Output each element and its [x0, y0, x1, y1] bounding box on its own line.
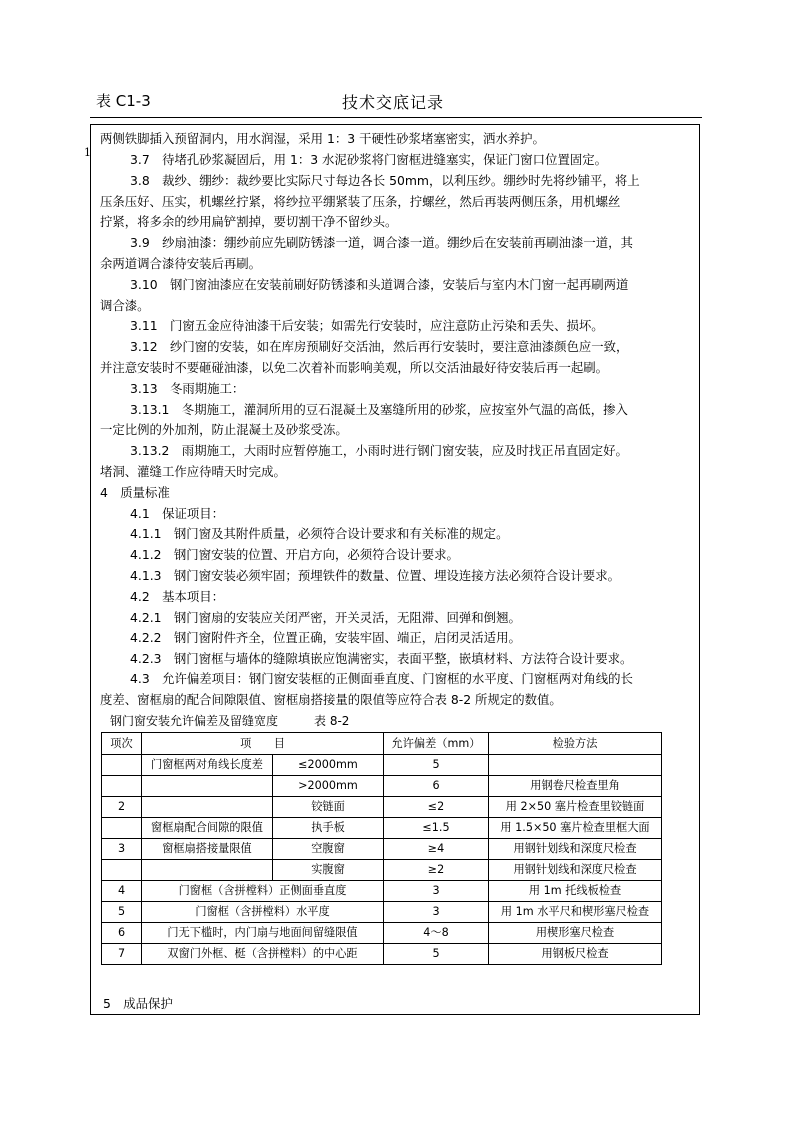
body-line: 压条压好、压实，机螺丝拧紧，将纱拉平绷紧装了压条，拧螺丝，然后再装两侧压条，用机螺丝 — [100, 194, 621, 209]
row-number: 4 — [102, 881, 142, 902]
body-line: 4.3 允许偏差项目：钢门窗安装框的正侧面垂直度、门窗框的水平度、门窗框两对角线的长 — [130, 671, 633, 686]
body-line: 4.2 基本项目： — [130, 589, 225, 604]
item-cell: 门窗框（含拼樘料）水平度 — [142, 902, 384, 923]
body-line: 4.1.1 钢门窗及其附件质量，必须符合设计要求和有关标准的规定。 — [130, 526, 509, 541]
table-row — [102, 902, 662, 923]
body-line: 3.12 纱门窗的安装，如在库房预刷好交活油，然后再行安装时，要注意油漆颜色应一致， — [130, 339, 629, 354]
row-number: 2 — [102, 797, 142, 818]
item-cell: 窗框扇配合间隙的限值 — [142, 818, 273, 839]
method-cell: 用楔形塞尺检查 — [489, 923, 662, 944]
body-line: 4.2.1 钢门窗扇的安装应关闭严密，开关灵活，无阻滞、回弹和倒翘。 — [130, 610, 521, 625]
side-mark: 1 — [84, 146, 91, 159]
header-cell: 项 目 — [142, 733, 384, 755]
item-cell — [142, 797, 273, 818]
row-number: 7 — [102, 944, 142, 965]
body-line: 4.1 保证项目： — [130, 506, 225, 521]
section-heading: 4 质量标准 — [100, 485, 170, 500]
item-cell: 门窗框（含拼樘料）正侧面垂直度 — [142, 881, 384, 902]
row-number — [102, 860, 142, 881]
table-row — [102, 797, 662, 818]
sub-item-cell: 空腹窗 — [273, 839, 384, 860]
tolerance-cell: ≤2 — [384, 797, 489, 818]
method-cell: 用 2×50 塞片检查里铰链面 — [489, 797, 662, 818]
table-row — [102, 776, 662, 797]
tolerance-cell: 5 — [384, 944, 489, 965]
row-number — [102, 776, 142, 797]
section-heading: 5 成品保护 — [103, 996, 173, 1011]
body-line: 余两道调合漆待安装后再刷。 — [100, 256, 262, 271]
sub-item-cell: ≤2000mm — [273, 755, 384, 776]
body-line: 3.10 钢门窗油漆应在安装前刷好防锈漆和头道调合漆，安装后与室内木门窗一起再刷两道 — [130, 277, 629, 292]
header-cell: 项次 — [102, 733, 142, 755]
tolerance-table — [101, 732, 662, 965]
body-line: 3.9 纱扇油漆：绷纱前应先刷防锈漆一道，调合漆一道。绷纱后在安装前再刷油漆一道，其 — [130, 235, 633, 250]
tolerance-cell: 6 — [384, 776, 489, 797]
body-line: 3.13 冬雨期施工： — [130, 381, 245, 396]
row-number — [102, 755, 142, 776]
item-cell — [142, 776, 273, 797]
body-line: 4.1.2 钢门窗安装的位置、开启方向，必须符合设计要求。 — [130, 547, 459, 562]
item-cell — [142, 860, 273, 881]
body-line: 一定比例的外加剂，防止混凝土及砂浆受冻。 — [100, 422, 348, 437]
table-row — [102, 839, 662, 860]
method-cell: 用钢针划线和深度尺检查 — [489, 860, 662, 881]
body-line: 4.2.2 钢门窗附件齐全，位置正确，安装牢固、端正，启闭灵活适用。 — [130, 630, 521, 645]
tolerance-cell: 3 — [384, 881, 489, 902]
body-line: 两侧铁脚插入预留洞内，用水润湿，采用 1：3 干硬性砂浆堵塞密实，洒水养护。 — [100, 131, 545, 146]
method-cell: 用 1m 托线板检查 — [489, 881, 662, 902]
sub-item-cell: >2000mm — [273, 776, 384, 797]
table-row — [102, 881, 662, 902]
table-row — [102, 755, 662, 776]
method-cell: 用钢板尺检查 — [489, 944, 662, 965]
tolerance-cell: ≥4 — [384, 839, 489, 860]
method-cell: 用 1m 水平尺和楔形塞尺检查 — [489, 902, 662, 923]
row-number — [102, 818, 142, 839]
method-cell — [489, 755, 662, 776]
tolerance-cell: 4～8 — [384, 923, 489, 944]
table-row — [102, 818, 662, 839]
table-row — [102, 860, 662, 881]
body-line: 拧紧，将多余的纱用扁铲割掉，要切割干净不留纱头。 — [100, 214, 398, 229]
body-line: 并注意安装时不要砸碰油漆，以免二次着补而影响美观，所以交活油最好待安装后再一起刷。 — [100, 360, 609, 375]
tolerance-cell: 3 — [384, 902, 489, 923]
header-rule — [90, 117, 702, 118]
body-line: 3.8 裁纱、绷纱：裁纱要比实际尺寸每边各长 50mm，以利压纱。绷纱时先将纱铺平，将上 — [130, 173, 640, 188]
table-row — [102, 944, 662, 965]
method-cell: 用钢针划线和深度尺检查 — [489, 839, 662, 860]
row-number: 6 — [102, 923, 142, 944]
table-header-row — [102, 733, 662, 755]
method-cell: 用 1.5×50 塞片检查里框大面 — [489, 818, 662, 839]
body-line: 4.1.3 钢门窗安装必须牢固；预埋铁件的数量、位置、埋设连接方法必须符合设计要求。 — [130, 568, 620, 583]
item-cell: 窗框扇搭接量限值 — [142, 839, 273, 860]
item-cell: 双窗门外框、梃（含拼樘料）的中心距 — [142, 944, 384, 965]
sub-item-cell: 铰链面 — [273, 797, 384, 818]
body-line: 度差、窗框扇的配合间隙限值、窗框扇搭接量的限值等应符合表 8-2 所规定的数值。 — [100, 692, 562, 707]
body-line: 3.7 待堵孔砂浆凝固后，用 1：3 水泥砂浆将门窗框进缝塞实，保证门窗口位置固定。 — [130, 152, 608, 167]
row-number: 3 — [102, 839, 142, 860]
body-line: 3.11 门窗五金应待油漆干后安装；如需先行安装时，应注意防止污染和丢失、损坏。 — [130, 318, 604, 333]
table-row — [102, 923, 662, 944]
item-cell: 门窗框两对角线长度差 — [142, 755, 273, 776]
sub-item-cell: 执手板 — [273, 818, 384, 839]
header-code: 表 C1-3 — [96, 92, 151, 110]
header-cell: 允许偏差（mm） — [384, 733, 489, 755]
body-line: 4.2.3 钢门窗框与墙体的缝隙填嵌应饱满密实，表面平整，嵌填材料、方法符合设计要求。 — [130, 651, 633, 666]
body-line: 调合漆。 — [100, 298, 150, 313]
body-line: 3.13.1 冬期施工，灌洞所用的豆石混凝土及塞缝所用的砂浆，应按室外气温的高低，掺入 — [130, 402, 628, 417]
header-cell: 检验方法 — [489, 733, 662, 755]
document-title: 技术交底记录 — [342, 93, 445, 112]
tolerance-cell: ≤1.5 — [384, 818, 489, 839]
table-caption: 钢门窗安装允许偏差及留缝宽度 表 8-2 — [110, 714, 350, 728]
method-cell: 用钢卷尺检查里角 — [489, 776, 662, 797]
row-number: 5 — [102, 902, 142, 923]
body-line: 堵洞、灌缝工作应待晴天时完成。 — [100, 464, 286, 479]
tolerance-cell: 5 — [384, 755, 489, 776]
sub-item-cell: 实腹窗 — [273, 860, 384, 881]
body-line: 3.13.2 雨期施工，大雨时应暂停施工，小雨时进行钢门窗安装，应及时找正吊直固定好。 — [130, 443, 628, 458]
item-cell: 门无下槛时，内门扇与地面间留缝限值 — [142, 923, 384, 944]
tolerance-cell: ≥2 — [384, 860, 489, 881]
